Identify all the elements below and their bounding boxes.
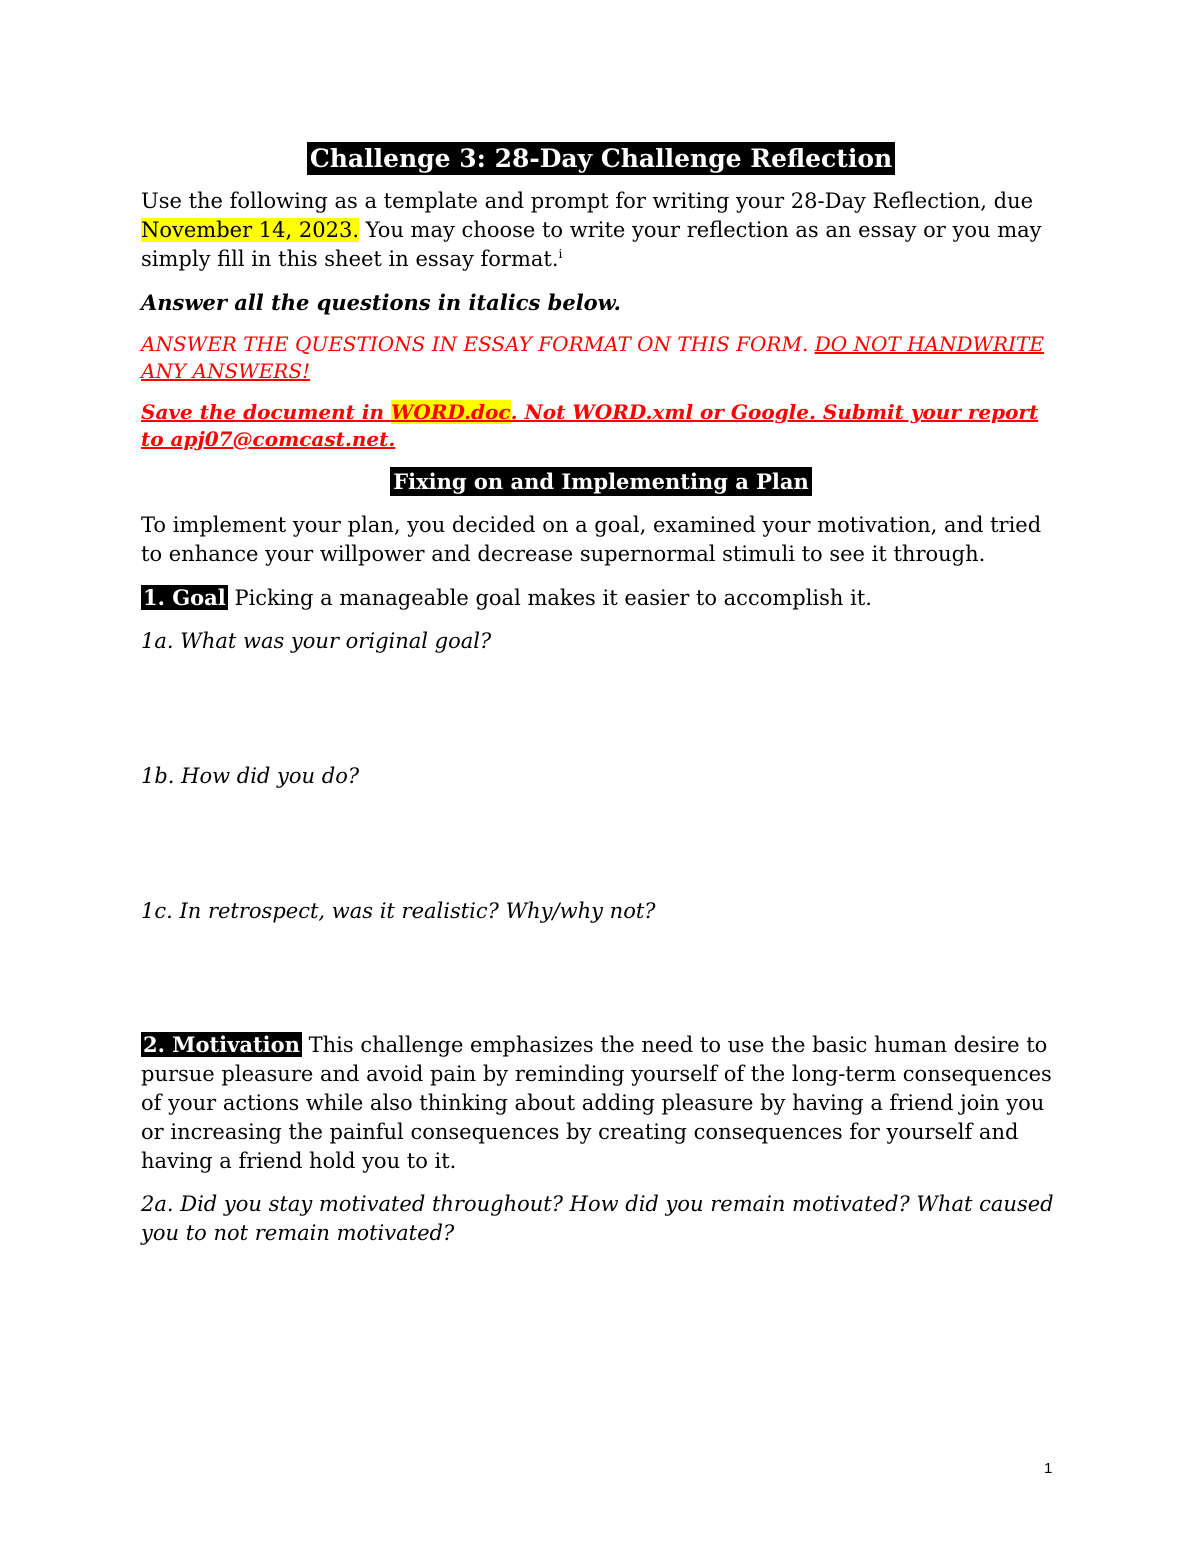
- page-number: 1: [1044, 1460, 1053, 1477]
- red-instruction: [141, 331, 1061, 385]
- italics-instruction: Answer all the questions in italics below.: [141, 290, 621, 315]
- title-row: [141, 140, 1061, 175]
- question-1b: 1b. How did you do?: [141, 764, 360, 788]
- save-instruction: [141, 399, 1061, 453]
- motivation-label: 2. Motivation: [143, 1032, 300, 1057]
- red-instruction-2: DO NOT HANDWRITE ANY ANSWERS!: [141, 332, 1044, 383]
- question-2a: 2a. Did you stay motivated throughout? How did you remain motivated? What caused you to not remain motivated?: [141, 1192, 1054, 1245]
- goal-label: 1. Goal: [143, 585, 226, 610]
- intro-text-2: You may choose to write your reflection as an essay or you may simply fill in this sheet in essay format.: [141, 218, 1042, 271]
- document-page: [141, 140, 1061, 1248]
- word-doc-highlight: WORD.doc: [390, 400, 511, 424]
- goal-paragraph: [141, 583, 1061, 613]
- footnote-mark: i: [558, 247, 563, 261]
- save-instruction-2: . Not WORD.xml or Google. Submit your report to apj07@comcast.net.: [141, 400, 1039, 451]
- section-heading-row: [141, 467, 1061, 497]
- motivation-paragraph: [141, 1030, 1061, 1176]
- intro-text-1: Use the following as a template and prompt for writing your 28-Day Reflection, due: [141, 189, 1034, 213]
- save-instruction-1: Save the document in: [141, 400, 391, 424]
- document-title: Challenge 3: 28-Day Challenge Reflection: [307, 142, 895, 175]
- section-heading: Fixing on and Implementing a Plan: [390, 467, 812, 496]
- section-intro: To implement your plan, you decided on a goal, examined your motivation, and tried to enhance your willpower and decrease supernormal stimuli to see it through.: [141, 513, 1042, 566]
- intro-paragraph: [141, 187, 1061, 274]
- question-1a: 1a. What was your original goal?: [141, 629, 492, 653]
- goal-text: Picking a manageable goal makes it easier to accomplish it.: [227, 586, 872, 610]
- motivation-text: This challenge emphasizes the need to use the basic human desire to pursue pleasure and avoid pain by reminding yourself of the long-term consequences of your actions while also thinking about adding pleasure by having a friend join you or increasing the painful consequences by creating consequences for yourself and having a friend hold you to it.: [141, 1033, 1052, 1173]
- question-1c: 1c. In retrospect, was it realistic? Why/why not?: [141, 899, 656, 923]
- due-date: November 14, 2023.: [141, 218, 359, 242]
- red-instruction-1: ANSWER THE QUESTIONS IN ESSAY FORMAT ON THIS FORM.: [141, 332, 815, 356]
